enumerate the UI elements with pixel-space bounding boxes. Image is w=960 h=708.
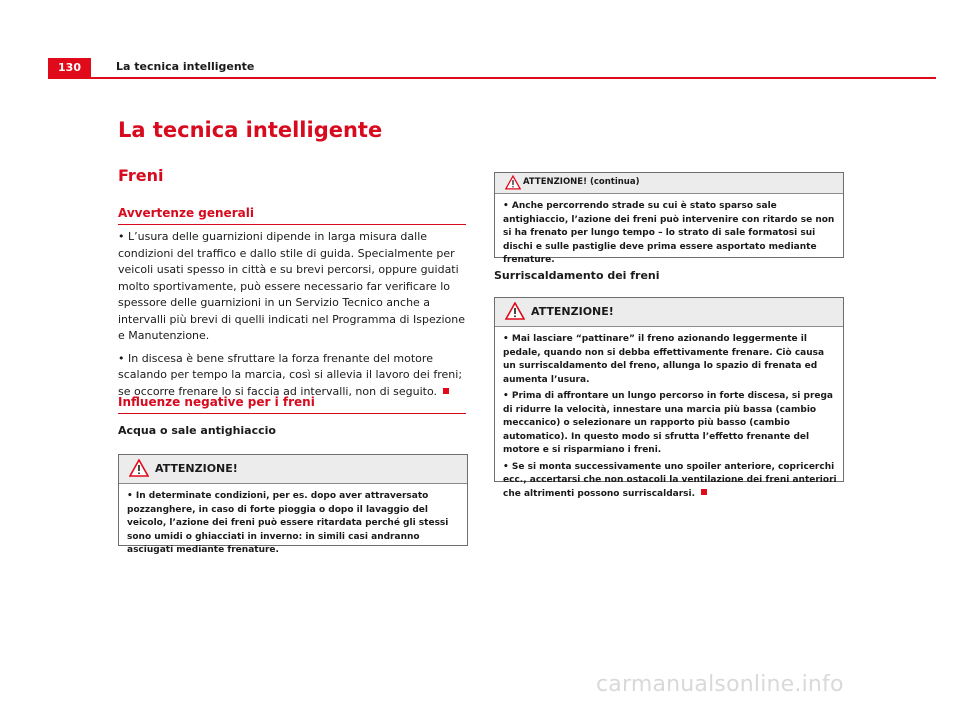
warning-title: ATTENZIONE! (continua) (523, 177, 640, 187)
avvertenze-paragraph: • L’usura delle guarnizioni dipende in larga misura dalle condizioni del traffico e dallo stile di guida. Specialmente per veicoli usati spesso in città e su brevi percorsi, oppure guidati molto sportivamente, può essere necessario far verificare lo spessore delle guarnizioni in un Servizio Tecnico anche a intervalli più brevi di quelli indicati nel Programma di Ispezione e Manutenzione. (118, 230, 466, 342)
warning-paragraph (503, 461, 837, 502)
warning-triangle-icon (505, 175, 521, 194)
header-rule (48, 77, 936, 79)
warning-paragraph: • Mai lasciare “pattinare” il freno azionando leggermente il pedale, quando non si debba effettivamente frenare. Ciò causa un surriscaldamento del freno, allunga lo spazio di frenata ed aumenta l’usura. (503, 334, 825, 385)
warning-title: ATTENZIONE! (531, 305, 614, 318)
warning-header (495, 173, 843, 194)
paragraph-text: • Se si monta successivamente uno spoiler anteriore, copricerchi ecc., accertarsi che non ostacoli la ventilazione dei freni anteriori che altrimenti possono surriscaldarsi. (503, 461, 837, 499)
avvertenze-body (118, 229, 468, 406)
warning-paragraph: • Anche percorrendo strade su cui è stato sparso sale antighiaccio, l’azione dei freni può intervenire con ritardo se non si ha frenato per lungo tempo – lo strato di sale formatosi sui dischi e sulle pastiglie deve prima essere asportato mediante frenature. (503, 201, 835, 265)
chapter-title: La tecnica intelligente (118, 118, 383, 142)
subsection-title-influenze: Influenze negative per i freni (118, 395, 466, 414)
warning-header (119, 455, 467, 484)
warning-header (495, 298, 843, 327)
section-title: Freni (118, 166, 164, 185)
paragraph-text: • In discesa è bene sfruttare la forza frenante del motore scalando per tempo la marcia, così si allevia il lavoro dei freni; se occorre frenare lo si faccia ad intervalli, non di seguito. (118, 351, 463, 398)
warning-box-continued (494, 172, 844, 265)
end-square-icon (443, 388, 449, 394)
warning-body (495, 327, 843, 510)
warning-box (494, 297, 844, 499)
warning-paragraph: • In determinate condizioni, per es. dopo aver attraversato pozzanghere, in caso di forte pioggia o dopo il lavaggio del veicolo, l’azione dei freni può essere ritardata perché gli stessi sono umidi o ghiacciati in inverno: in simili casi andranno asciugati mediante frenature. (127, 491, 449, 555)
warning-body (119, 484, 467, 567)
warning-triangle-icon (505, 302, 525, 324)
warning-body (495, 194, 843, 277)
warning-box (118, 454, 468, 555)
subsection-title-avvertenze: Avvertenze generali (118, 206, 466, 225)
running-header-title: La tecnica intelligente (116, 60, 255, 73)
page-number: 130 (48, 58, 91, 78)
watermark: carmanualsonline.info (596, 672, 844, 697)
warning-paragraph: • Prima di affrontare un lungo percorso in forte discesa, si prega di ridurre la velocità, innestare una marcia più bassa (cambio meccanico) o selezionare un rapporto più basso (cambio automatico). In questo modo si sfrutta l’effetto frenante del motore e si risparmiano i freni. (503, 391, 833, 455)
subhead-acqua-sale: Acqua o sale antighiaccio (118, 424, 276, 437)
warning-title: ATTENZIONE! (155, 462, 238, 475)
end-square-icon (701, 489, 707, 495)
subhead-surriscaldamento: Surriscaldamento dei freni (494, 269, 660, 282)
avvertenze-paragraph (118, 351, 468, 401)
warning-triangle-icon (129, 459, 149, 481)
